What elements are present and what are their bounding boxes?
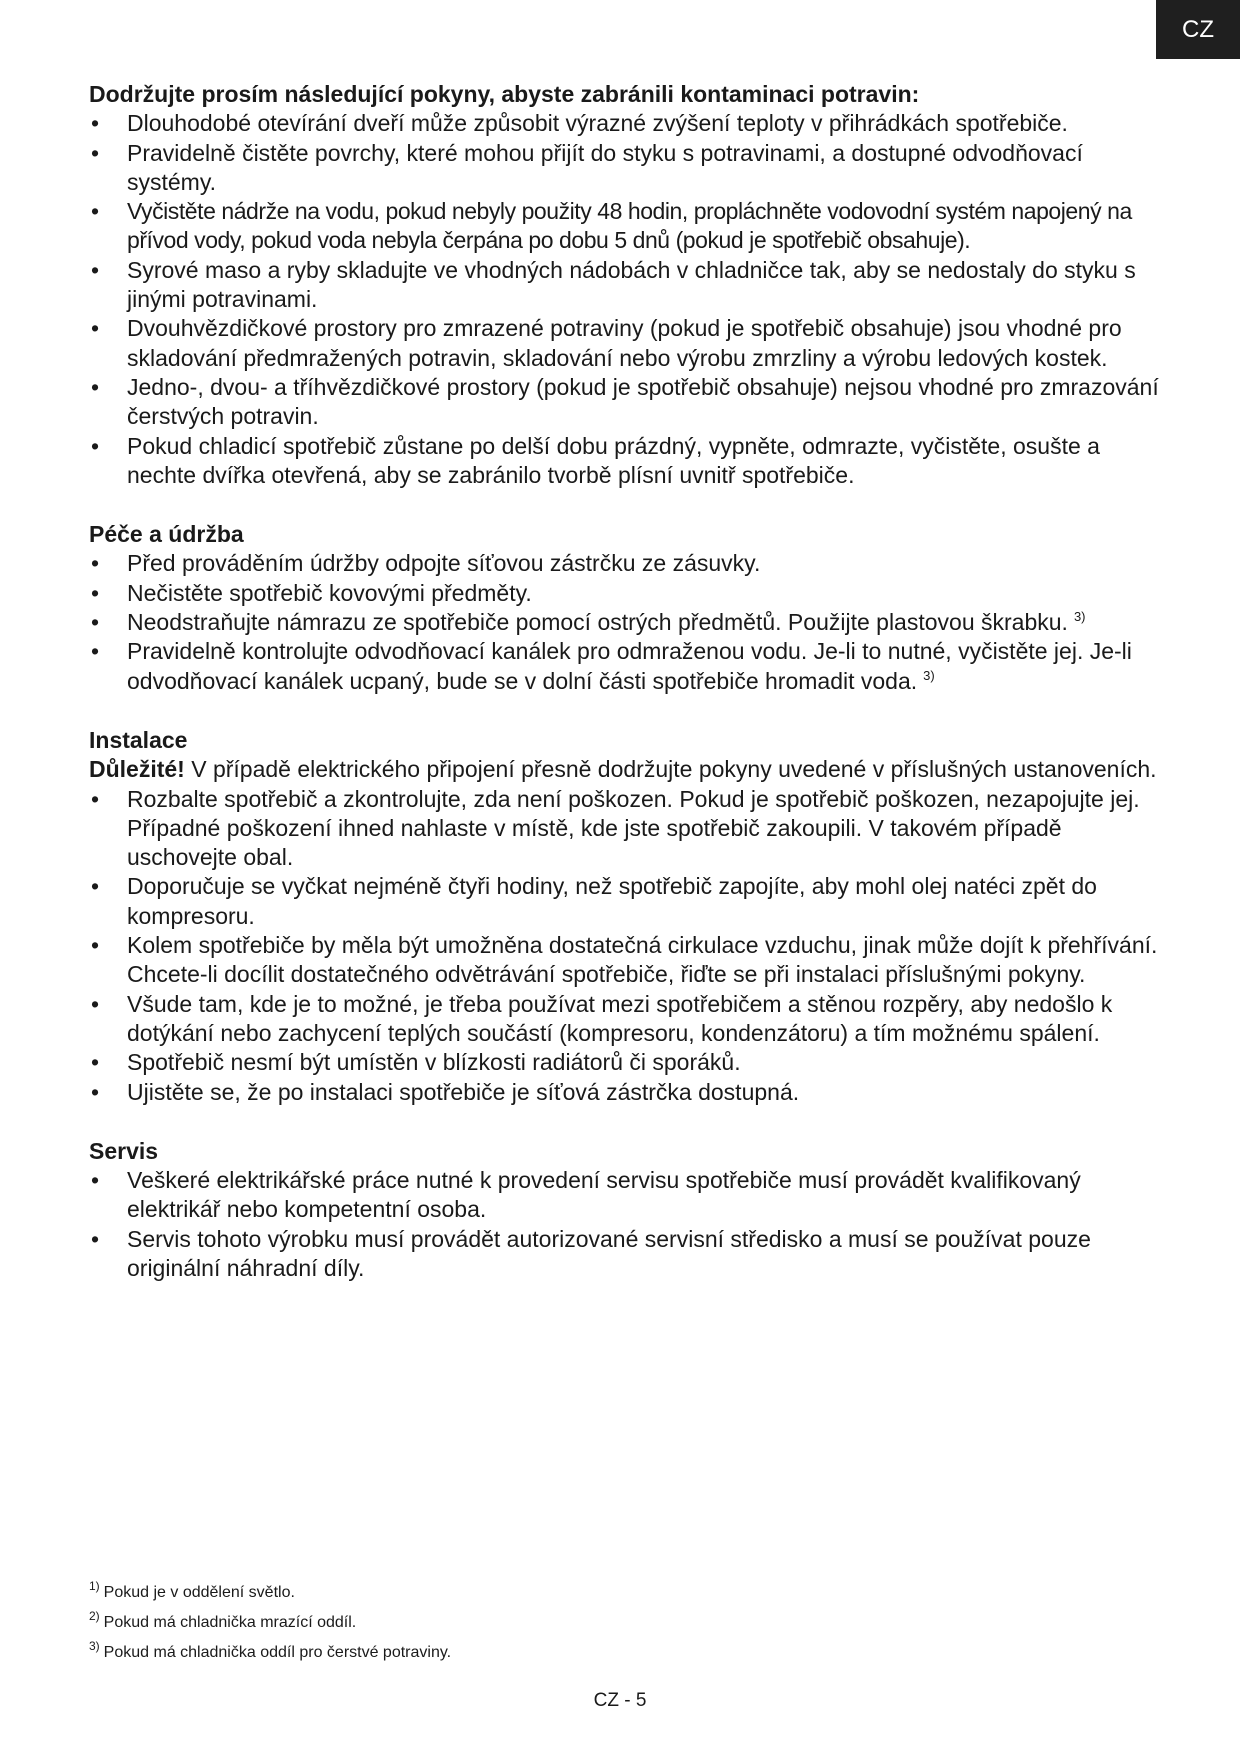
list-item — [89, 608, 1159, 637]
list-item-text: Pravidelně kontrolujte odvodňovací kanálek pro odmraženou vodu. Je-li to nutné, vyčistěte jej. Je-li odvodňovací kanálek ucpaný, bude se v dolní části spotřebiče hromadit voda. — [127, 638, 1132, 694]
footnotes — [89, 1578, 451, 1668]
important-label: Důležité! — [89, 756, 185, 783]
list-item: • Před prováděním údržby odpojte síťovou zástrčku ze zásuvky. — [89, 549, 1159, 578]
list-item: • Dvouhvězdičkové prostory pro zmrazené potraviny (pokud je spotřebič obsahuje) jsou vhodné pro skladování předmražených potravin, skladování nebo výrobu zmrzliny a výrobu ledových kostek. — [89, 314, 1159, 373]
footnote-mark: 1) — [89, 1579, 100, 1593]
list-item: • Kolem spotřebiče by měla být umožněna dostatečná cirkulace vzduchu, jinak může dojít k přehřívání. Chcete-li docílit dostatečného odvětrávání spotřebiče, řiďte se při instalaci příslušnými pokyny. — [89, 931, 1159, 990]
list-item: • Pokud chladicí spotřebič zůstane po delší dobu prázdný, vypněte, odmrazte, vyčistěte, osušte a nechte dvířka otevřená, aby se zabránilo tvorbě plísní uvnitř spotřebiče. — [89, 432, 1159, 491]
list-item: • Doporučuje se vyčkat nejméně čtyři hodiny, než spotřebič zapojíte, aby mohl olej natéci zpět do kompresoru. — [89, 872, 1159, 931]
list-item-text: Neodstraňujte námrazu ze spotřebiče pomocí ostrých předmětů. Použijte plastovou škrabku. — [127, 609, 1068, 636]
list-item: • Veškeré elektrikářské práce nutné k provedení servisu spotřebiče musí provádět kvalifikovaný elektrikář nebo kompetentní osoba. — [89, 1166, 1159, 1225]
section-heading: Instalace — [89, 726, 188, 753]
section-care — [89, 520, 1159, 696]
list-item: • Jedno-, dvou- a tříhvězdičkové prostory (pokud je spotřebič obsahuje) nejsou vhodné pro zmrazování čerstvých potravin. — [89, 373, 1159, 432]
list-item: • Spotřebič nesmí být umístěn v blízkosti radiátorů či sporáků. — [89, 1048, 1159, 1077]
footnote-text: Pokud má chladnička mrazící oddíl. — [103, 1614, 357, 1631]
footnote-ref: 3) — [1073, 609, 1086, 625]
section-installation — [89, 726, 1159, 1107]
section-service — [89, 1137, 1159, 1283]
footnote-ref: 3) — [923, 667, 935, 683]
list-item: • Nečistěte spotřebič kovovými předměty. — [89, 579, 1159, 608]
list-item: • Servis tohoto výrobku musí provádět autorizované servisní středisko a musí se používat pouze originální náhradní díly. — [89, 1225, 1159, 1284]
list-item: • Rozbalte spotřebič a zkontrolujte, zda není poškozen. Pokud je spotřebič poškozen, nezapojujte jej. Případné poškození ihned nahlaste v místě, kde jste spotřebič zakoupili. V takovém případě uschovejte obal. — [89, 785, 1159, 873]
section-heading: Péče a údržba — [89, 521, 244, 548]
bullet-list — [89, 785, 1159, 1107]
list-item: • Všude tam, kde je to možné, je třeba používat mezi spotřebičem a stěnou rozpěry, aby nedošlo k dotýkání nebo zachycení teplých součástí (kompresoru, kondenzátoru) a tím možnému spálení. — [89, 990, 1159, 1049]
footnote-text: Pokud má chladnička oddíl pro čerstvé potraviny. — [103, 1644, 452, 1661]
footnote-mark: 2) — [89, 1609, 100, 1623]
footnote — [89, 1608, 451, 1638]
section-heading: Servis — [89, 1137, 159, 1164]
page-number: CZ - 5 — [593, 1690, 647, 1711]
manual-content — [89, 80, 1159, 1283]
important-text: V případě elektrického připojení přesně dodržujte pokyny uvedené v příslušných ustanoveních. — [184, 756, 1157, 783]
footnote-text: Pokud je v oddělení světlo. — [103, 1584, 295, 1601]
list-item: • Ujistěte se, že po instalaci spotřebiče je síťová zástrčka dostupná. — [89, 1078, 1159, 1107]
footnote — [89, 1578, 451, 1608]
bullet-list — [89, 1166, 1159, 1283]
list-item: • Vyčistěte nádrže na vodu, pokud nebyly použity 48 hodin, propláchněte vodovodní systém napojený na přívod vody, pokud voda nebyla čerpána po dobu 5 dnů (pokud je spotřebič obsahuje). — [89, 197, 1159, 256]
section-contamination — [89, 80, 1159, 490]
section-heading: Dodržujte prosím následující pokyny, abyste zabránili kontaminaci potravin: — [89, 81, 920, 107]
footnote-mark: 3) — [89, 1639, 100, 1653]
bullet-list — [89, 109, 1159, 490]
footnote — [89, 1638, 451, 1668]
list-item: • Syrové maso a ryby skladujte ve vhodných nádobách v chladničce tak, aby se nedostaly do styku s jinými potravinami. — [89, 256, 1159, 315]
language-tab: CZ — [1156, 0, 1240, 59]
important-note — [89, 755, 1159, 784]
list-item: • Pravidelně čistěte povrchy, které mohou přijít do styku s potravinami, a dostupné odvodňovací systémy. — [89, 139, 1159, 198]
list-item: • Dlouhodobé otevírání dveří může způsobit výrazné zvýšení teploty v přihrádkách spotřebiče. — [89, 109, 1159, 138]
list-item — [89, 637, 1159, 696]
bullet-list — [89, 549, 1159, 695]
